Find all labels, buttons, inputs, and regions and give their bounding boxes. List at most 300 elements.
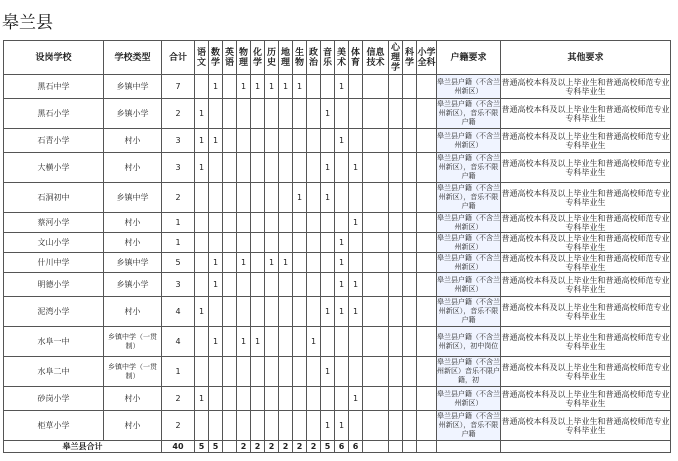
- header-subject: 化学: [251, 41, 265, 75]
- subject-count-cell: [195, 357, 209, 387]
- header-huji: 户籍要求: [437, 41, 501, 75]
- huji-cell: 皋兰县户籍（不含兰州新区）: [437, 387, 501, 411]
- school-cell: 石青小学: [4, 129, 104, 153]
- subject-count-cell: [335, 327, 349, 357]
- type-cell: 村小: [104, 297, 162, 327]
- subject-count-cell: [335, 357, 349, 387]
- subject-count-cell: [403, 297, 417, 327]
- subject-count-cell: [389, 153, 403, 183]
- total-cell: 1: [162, 233, 195, 253]
- subject-count-cell: 1: [237, 253, 251, 273]
- subject-count-cell: [195, 75, 209, 99]
- table-row: [4, 327, 671, 357]
- subject-count-cell: 1: [335, 129, 349, 153]
- subject-count-cell: [251, 183, 265, 213]
- table-row: [4, 297, 671, 327]
- header-other: 其他要求: [501, 41, 671, 75]
- header-subject: 数学: [209, 41, 223, 75]
- subject-count-cell: [251, 213, 265, 233]
- subject-count-cell: [195, 183, 209, 213]
- subject-count-cell: [279, 99, 293, 129]
- subject-count-cell: 1: [321, 183, 335, 213]
- table-row: [4, 129, 671, 153]
- huji-cell: [437, 441, 501, 453]
- subject-count-cell: 1: [251, 327, 265, 357]
- subject-count-cell: [237, 129, 251, 153]
- huji-cell: 皋兰县户籍（不含兰州新区）: [437, 129, 501, 153]
- school-cell: 黑石小学: [4, 99, 104, 129]
- school-cell: 砂岗小学: [4, 387, 104, 411]
- table-row: [4, 387, 671, 411]
- subject-count-cell: [417, 99, 437, 129]
- subject-count-cell: 1: [209, 273, 223, 297]
- subject-count-cell: [403, 153, 417, 183]
- subject-count-cell: 1: [321, 99, 335, 129]
- subject-count-cell: [251, 411, 265, 441]
- subject-count-cell: [223, 183, 237, 213]
- subject-count-cell: [209, 357, 223, 387]
- subject-count-cell: [363, 183, 389, 213]
- subject-count-cell: [237, 357, 251, 387]
- school-cell: 柜草小学: [4, 411, 104, 441]
- subject-count-cell: [321, 75, 335, 99]
- school-cell: 石洞初中: [4, 183, 104, 213]
- subject-count-cell: [335, 213, 349, 233]
- subject-count-cell: 1: [335, 411, 349, 441]
- subject-count-cell: [279, 233, 293, 253]
- subject-count-cell: [293, 213, 307, 233]
- type-cell: 乡镇中学: [104, 75, 162, 99]
- header-subject: 小学全科: [417, 41, 437, 75]
- header-subject: 英语: [223, 41, 237, 75]
- subject-count-cell: [403, 233, 417, 253]
- subject-count-cell: 1: [335, 233, 349, 253]
- subject-count-cell: [389, 357, 403, 387]
- total-cell: 2: [162, 99, 195, 129]
- header-subject: 物理: [237, 41, 251, 75]
- subject-count-cell: [279, 357, 293, 387]
- school-cell: 大横小学: [4, 153, 104, 183]
- subject-count-cell: [223, 411, 237, 441]
- subject-count-cell: [223, 273, 237, 297]
- subject-count-cell: [321, 213, 335, 233]
- school-cell: 蔡河小学: [4, 213, 104, 233]
- type-cell: 乡镇中学: [104, 183, 162, 213]
- subject-count-cell: 1: [279, 75, 293, 99]
- subject-total-cell: 2: [279, 441, 293, 453]
- subject-count-cell: [279, 411, 293, 441]
- total-cell: 4: [162, 327, 195, 357]
- subject-count-cell: 1: [237, 75, 251, 99]
- type-cell: 乡镇中学（一贯制）: [104, 357, 162, 387]
- subject-count-cell: [403, 75, 417, 99]
- subject-count-cell: 1: [209, 327, 223, 357]
- subject-count-cell: [389, 273, 403, 297]
- subject-count-cell: 1: [335, 273, 349, 297]
- subject-count-cell: [223, 327, 237, 357]
- subject-count-cell: [417, 153, 437, 183]
- subject-count-cell: [279, 129, 293, 153]
- subject-count-cell: [403, 213, 417, 233]
- type-cell: 乡镇小学: [104, 273, 162, 297]
- subject-count-cell: [389, 297, 403, 327]
- subject-count-cell: [417, 327, 437, 357]
- subject-count-cell: [293, 327, 307, 357]
- subject-count-cell: 1: [307, 327, 321, 357]
- header-subject: 音乐: [321, 41, 335, 75]
- subject-count-cell: [389, 75, 403, 99]
- subject-count-cell: [195, 213, 209, 233]
- other-cell: [501, 441, 671, 453]
- subject-count-cell: 1: [349, 273, 363, 297]
- table-row: [4, 153, 671, 183]
- subject-count-cell: [335, 153, 349, 183]
- type-cell: 村小: [104, 387, 162, 411]
- subject-count-cell: [321, 273, 335, 297]
- total-cell: 2: [162, 411, 195, 441]
- subject-count-cell: [209, 233, 223, 253]
- subject-count-cell: [403, 387, 417, 411]
- subject-count-cell: [265, 297, 279, 327]
- total-label: 皋兰县合计: [4, 441, 162, 453]
- subject-total-cell: 6: [335, 441, 349, 453]
- school-cell: 明德小学: [4, 273, 104, 297]
- other-cell: 普通高校本科及以上毕业生和普通高校师范专业专科毕业生: [501, 297, 671, 327]
- subject-count-cell: [209, 387, 223, 411]
- total-cell: 3: [162, 129, 195, 153]
- total-cell: 7: [162, 75, 195, 99]
- huji-cell: 皋兰县户籍（不含兰州新区）: [437, 233, 500, 251]
- subject-count-cell: [223, 297, 237, 327]
- other-cell: 普通高校本科及以上毕业生和普通高校师范专业专科毕业生: [501, 99, 671, 129]
- subject-count-cell: [321, 233, 335, 253]
- huji-cell: 皋兰县户籍（不含兰州新区），音乐不限户籍: [437, 153, 501, 183]
- subject-count-cell: [417, 183, 437, 213]
- subject-count-cell: [195, 273, 209, 297]
- subject-count-cell: [307, 183, 321, 213]
- subject-count-cell: [363, 357, 389, 387]
- subject-count-cell: [307, 357, 321, 387]
- header-subject: 历史: [265, 41, 279, 75]
- subject-count-cell: [349, 253, 363, 273]
- subject-count-cell: 1: [293, 183, 307, 213]
- subject-count-cell: [417, 273, 437, 297]
- subject-count-cell: [403, 273, 417, 297]
- other-cell: 普通高校本科及以上毕业生和普通高校师范专业专科毕业生: [501, 183, 671, 213]
- header-row: [4, 41, 671, 75]
- subject-count-cell: [307, 75, 321, 99]
- subject-count-cell: 1: [293, 75, 307, 99]
- subject-total-cell: 2: [251, 441, 265, 453]
- header-subject: 信息技术: [363, 41, 389, 75]
- header-subject: 体育: [349, 41, 363, 75]
- subject-count-cell: [223, 213, 237, 233]
- header-subject: 科学: [403, 41, 417, 75]
- subject-count-cell: [335, 387, 349, 411]
- subject-count-cell: [307, 387, 321, 411]
- subject-total-cell: [389, 441, 403, 453]
- subject-count-cell: [279, 327, 293, 357]
- subject-count-cell: 1: [195, 297, 209, 327]
- subject-total-cell: 5: [321, 441, 335, 453]
- subject-total-cell: 2: [293, 441, 307, 453]
- other-cell: 普通高校本科及以上毕业生和普通高校师范专业专科毕业生: [501, 411, 671, 441]
- subject-count-cell: [321, 253, 335, 273]
- subject-count-cell: 1: [195, 129, 209, 153]
- subject-count-cell: [237, 99, 251, 129]
- subject-count-cell: [349, 411, 363, 441]
- subject-count-cell: [265, 233, 279, 253]
- table-row: [4, 75, 671, 99]
- type-cell: 乡镇小学: [104, 99, 162, 129]
- subject-count-cell: [307, 213, 321, 233]
- school-cell: 文山小学: [4, 233, 104, 253]
- subject-count-cell: [293, 253, 307, 273]
- huji-cell: 皋兰县户籍（不含兰州新区），初中岗位: [437, 327, 501, 357]
- subject-count-cell: [363, 129, 389, 153]
- subject-count-cell: [417, 213, 437, 233]
- subject-count-cell: [237, 273, 251, 297]
- table-row: [4, 357, 671, 387]
- type-cell: 乡镇中学: [104, 253, 162, 273]
- subject-count-cell: 1: [209, 253, 223, 273]
- school-cell: 黑石中学: [4, 75, 104, 99]
- total-cell: 4: [162, 297, 195, 327]
- school-cell: 什川中学: [4, 253, 104, 273]
- huji-cell: 皋兰县户籍（不含兰州新区）: [437, 213, 500, 231]
- subject-count-cell: [307, 273, 321, 297]
- subject-count-cell: 1: [209, 129, 223, 153]
- subject-total-cell: [223, 441, 237, 453]
- subject-count-cell: [417, 75, 437, 99]
- subject-count-cell: [223, 129, 237, 153]
- subject-count-cell: [389, 411, 403, 441]
- subject-count-cell: 1: [321, 297, 335, 327]
- other-cell: 普通高校本科及以上毕业生和普通高校师范专业专科毕业生: [501, 253, 670, 272]
- subject-count-cell: [417, 129, 437, 153]
- subject-count-cell: [363, 327, 389, 357]
- other-cell: 普通高校本科及以上毕业生和普通高校师范专业专科毕业生: [501, 357, 671, 387]
- total-cell: 3: [162, 273, 195, 297]
- subject-count-cell: [307, 297, 321, 327]
- subject-count-cell: [363, 99, 389, 129]
- subject-count-cell: 1: [321, 411, 335, 441]
- subject-count-cell: [307, 153, 321, 183]
- subject-count-cell: 1: [251, 75, 265, 99]
- subject-count-cell: [209, 213, 223, 233]
- school-cell: 水阜二中: [4, 357, 104, 387]
- table-row: [4, 183, 671, 213]
- subject-count-cell: [209, 99, 223, 129]
- subject-count-cell: 1: [321, 357, 335, 387]
- subject-count-cell: [349, 129, 363, 153]
- subject-count-cell: [195, 327, 209, 357]
- table-row: [4, 253, 671, 273]
- subject-count-cell: [335, 183, 349, 213]
- subject-count-cell: [349, 183, 363, 213]
- subject-count-cell: [251, 99, 265, 129]
- subject-count-cell: [389, 129, 403, 153]
- subject-count-cell: 1: [335, 75, 349, 99]
- subject-total-cell: [403, 441, 417, 453]
- subject-count-cell: [293, 129, 307, 153]
- subject-count-cell: 1: [279, 253, 293, 273]
- header-total: 合计: [162, 41, 195, 75]
- header-subject: 政治: [307, 41, 321, 75]
- subject-count-cell: [237, 411, 251, 441]
- subject-count-cell: [307, 233, 321, 253]
- subject-count-cell: [279, 387, 293, 411]
- subject-count-cell: [363, 273, 389, 297]
- subject-count-cell: [251, 357, 265, 387]
- subject-count-cell: [293, 411, 307, 441]
- header-subject: 地理: [279, 41, 293, 75]
- subject-count-cell: 1: [349, 387, 363, 411]
- subject-count-cell: [251, 273, 265, 297]
- subject-count-cell: 1: [349, 153, 363, 183]
- huji-cell: 皋兰县户籍（不含兰州新区）: [437, 273, 501, 297]
- header-subject: 生物: [293, 41, 307, 75]
- subject-count-cell: [349, 357, 363, 387]
- type-cell: 乡镇中学（一贯制）: [104, 327, 162, 357]
- subject-count-cell: [363, 213, 389, 233]
- subject-count-cell: [363, 253, 389, 273]
- subject-count-cell: [349, 75, 363, 99]
- subject-count-cell: [209, 411, 223, 441]
- subject-count-cell: [389, 387, 403, 411]
- subject-count-cell: [417, 253, 437, 273]
- subject-count-cell: [349, 233, 363, 253]
- subject-total-cell: 2: [265, 441, 279, 453]
- subject-count-cell: [251, 233, 265, 253]
- subject-count-cell: [279, 297, 293, 327]
- total-cell: 1: [162, 213, 195, 233]
- subject-total-cell: [363, 441, 389, 453]
- subject-count-cell: [265, 327, 279, 357]
- subject-count-cell: [321, 327, 335, 357]
- header-type: 学校类型: [104, 41, 162, 75]
- subject-count-cell: 1: [237, 327, 251, 357]
- subject-total-cell: 5: [209, 441, 223, 453]
- subject-count-cell: [417, 387, 437, 411]
- subject-count-cell: [293, 273, 307, 297]
- subject-count-cell: 1: [335, 253, 349, 273]
- subject-count-cell: [265, 129, 279, 153]
- table-row: [4, 213, 671, 233]
- subject-count-cell: [237, 387, 251, 411]
- huji-cell: 皋兰县户籍（不含兰州新区），音乐不限户籍: [437, 297, 501, 327]
- subject-count-cell: [349, 327, 363, 357]
- subject-count-cell: [251, 253, 265, 273]
- type-cell: 村小: [104, 129, 162, 153]
- huji-cell: 皋兰县户籍（不含兰州新区）: [437, 75, 501, 99]
- subject-count-cell: [237, 213, 251, 233]
- subject-count-cell: [293, 233, 307, 253]
- subject-count-cell: [237, 183, 251, 213]
- subject-count-cell: 1: [195, 387, 209, 411]
- subject-count-cell: 1: [195, 99, 209, 129]
- subject-count-cell: [307, 129, 321, 153]
- other-cell: 普通高校本科及以上毕业生和普通高校师范专业专科毕业生: [501, 387, 671, 411]
- subject-total-cell: 5: [195, 441, 209, 453]
- subject-count-cell: [223, 357, 237, 387]
- subject-count-cell: [223, 75, 237, 99]
- subject-count-cell: 1: [265, 75, 279, 99]
- subject-count-cell: [417, 411, 437, 441]
- other-cell: 普通高校本科及以上毕业生和普通高校师范专业专科毕业生: [501, 273, 671, 297]
- subject-total-cell: 6: [349, 441, 363, 453]
- subject-count-cell: [251, 297, 265, 327]
- subject-count-cell: [265, 387, 279, 411]
- subject-count-cell: [363, 297, 389, 327]
- school-cell: 水阜一中: [4, 327, 104, 357]
- subject-count-cell: 1: [349, 297, 363, 327]
- subject-count-cell: [265, 357, 279, 387]
- subject-count-cell: [279, 273, 293, 297]
- subject-count-cell: [293, 357, 307, 387]
- subject-count-cell: [307, 411, 321, 441]
- total-cell: 1: [162, 357, 195, 387]
- subject-count-cell: [321, 387, 335, 411]
- subject-count-cell: [389, 253, 403, 273]
- other-cell: 普通高校本科及以上毕业生和普通高校师范专业专科毕业生: [501, 153, 671, 183]
- other-cell: 普通高校本科及以上毕业生和普通高校师范专业专科毕业生: [501, 233, 670, 252]
- subject-count-cell: 1: [321, 153, 335, 183]
- subject-count-cell: [403, 253, 417, 273]
- other-cell: 普通高校本科及以上毕业生和普通高校师范专业专科毕业生: [501, 75, 671, 99]
- subject-count-cell: [403, 183, 417, 213]
- subject-count-cell: 1: [335, 297, 349, 327]
- total-row: [4, 441, 671, 453]
- subject-count-cell: [389, 213, 403, 233]
- subject-count-cell: [293, 297, 307, 327]
- subject-count-cell: [403, 129, 417, 153]
- type-cell: 村小: [104, 411, 162, 441]
- subject-count-cell: [293, 99, 307, 129]
- subject-count-cell: [237, 233, 251, 253]
- other-cell: 普通高校本科及以上毕业生和普通高校师范专业专科毕业生: [501, 327, 671, 357]
- table-row: [4, 233, 671, 253]
- subject-count-cell: [389, 327, 403, 357]
- subject-count-cell: [223, 233, 237, 253]
- subject-count-cell: [237, 297, 251, 327]
- subject-total-cell: [417, 441, 437, 453]
- subject-count-cell: [279, 153, 293, 183]
- header-subject: 美术: [335, 41, 349, 75]
- subject-count-cell: [321, 129, 335, 153]
- huji-cell: 皋兰县户籍（不含兰州新区），音乐不限户籍: [437, 99, 501, 129]
- page-title: 皋兰县: [2, 13, 53, 33]
- subject-count-cell: 1: [265, 253, 279, 273]
- subject-count-cell: [265, 153, 279, 183]
- total-cell: 5: [162, 253, 195, 273]
- huji-cell: 皋兰县户籍（不含兰州新区）音乐不限户籍，初: [437, 357, 501, 387]
- huji-cell: 皋兰县户籍（不含兰州新区），音乐不限户籍: [437, 183, 501, 213]
- other-cell: 普通高校本科及以上毕业生和普通高校师范专业专科毕业生: [501, 129, 671, 153]
- subject-count-cell: [403, 411, 417, 441]
- subject-count-cell: [389, 183, 403, 213]
- header-subject: 心理学: [389, 41, 403, 75]
- type-cell: 村小: [104, 153, 162, 183]
- subject-count-cell: 1: [195, 153, 209, 183]
- subject-count-cell: [251, 129, 265, 153]
- subject-total-cell: 2: [307, 441, 321, 453]
- subject-count-cell: [293, 387, 307, 411]
- subject-count-cell: [363, 411, 389, 441]
- subject-count-cell: [363, 153, 389, 183]
- subject-count-cell: 1: [209, 75, 223, 99]
- subject-count-cell: [417, 233, 437, 253]
